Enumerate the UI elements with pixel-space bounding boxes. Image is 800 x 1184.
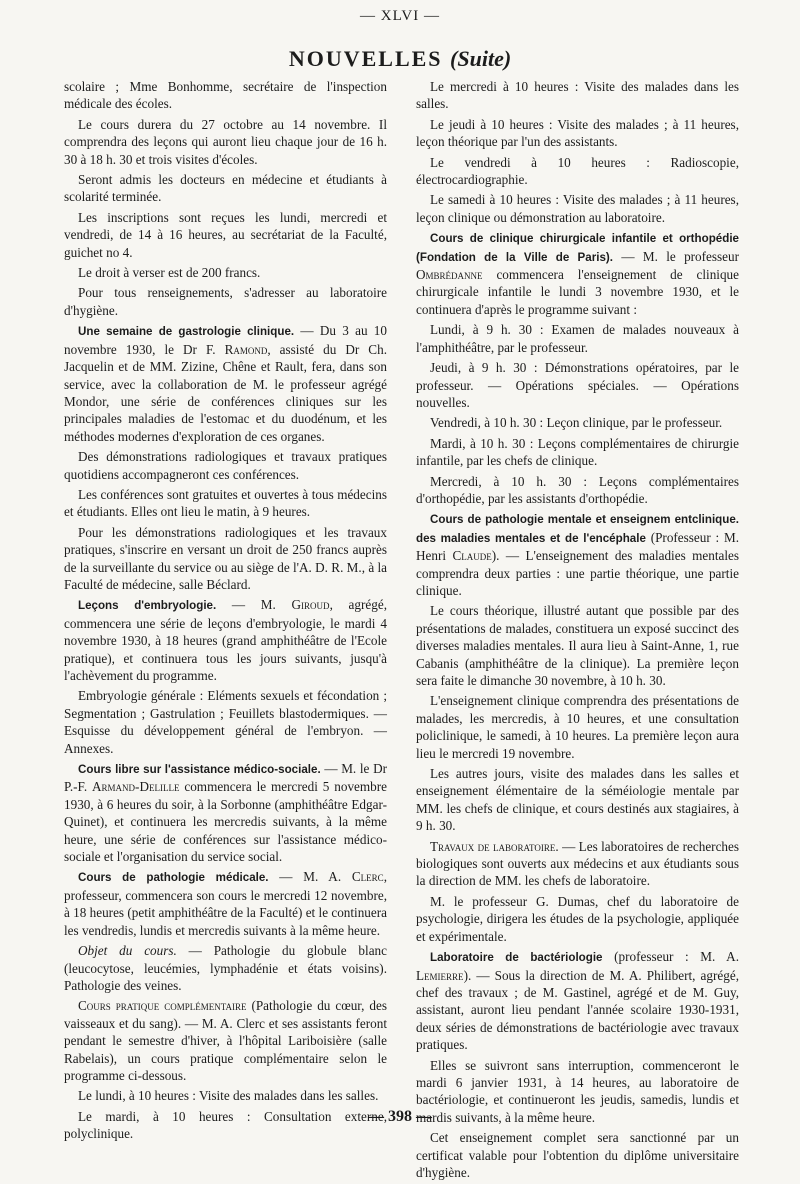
person-name: Armand-Delille (92, 779, 180, 795)
person-name: Clerc (351, 869, 384, 885)
person-name: Giroud (291, 597, 330, 613)
paragraph: Les inscriptions sont reçues les lundi, mercredi et vendredi, de 14 à 16 heures, au secrétariat de la Faculté, guichet no 4. (64, 209, 387, 260)
paragraph: Le cours durera du 27 octobre au 14 novembre. Il comprendra des leçons qui auront lieu chaque jour de 16 h. 30 à 18 h. 30 et trois visites d'écoles. (64, 116, 387, 167)
announcement-heading: Cours de pathologie mentale et enseignem entclinique. des maladies mentales et de l'encéphale (416, 513, 739, 545)
left-column (64, 78, 387, 1146)
paragraph: Le samedi à 10 heures : Visite des malades ; à 11 heures, leçon clinique ou démonstration au laboratoire. (416, 192, 739, 225)
announcement-heading: Une semaine de gastrologie clinique. (78, 325, 295, 339)
paragraph: Pour les démonstrations radiologiques et les travaux pratiques, s'inscrire en versant un droit de 250 francs auprès de la surveillante du service ou au siège de l'A. D. R. M., à la Faculté de médecine, salle Béclard. (64, 524, 387, 592)
practical-course-label: Cours pratique complémentaire (78, 998, 247, 1014)
announcement-embryologie: Leçons d'embryologie. — M. Giroud, agrégé, commencera une série de leçons d'embryologie, le mardi 4 novembre 1930, à 18 heures (grand amphithéâtre de l'Ecole pratique), et continuera tous les jours suivants, jusqu'à l'achèvement du programme. (64, 597, 387, 683)
paragraph: Des démonstrations radiologiques et travaux pratiques quotidiens accompagneront ces conférences. (64, 449, 387, 482)
laboratory-works: Travaux de laboratoire. — Les laboratoires de recherches biologiques sont ouverts aux médecins et aux étudiants sous la direction de MM. les chefs de laboratoire. (416, 838, 739, 889)
paragraph: Seront admis les docteurs en médecine et étudiants à scolarité terminée. (64, 172, 387, 205)
paragraph: Le mardi, à 10 heures : Consultation externe, polyclinique. (64, 1108, 387, 1142)
paragraph: Les autres jours, visite des malades dans les salles et enseignement élémentaire de la séméiologie mentale par MM. les chefs de clinique, et cours destinés aux stagiaires, à 9 h. 30. (416, 766, 739, 834)
announcement-heading: Leçons d'embryologie. (78, 599, 217, 613)
paragraph: Le cours théorique, illustré autant que possible par des présentations de malades, constituera un exposé succinct des diverses maladies mentales. Il aura lieu à Saint-Anne, 1, rue Cabanis (amphithéâtre de la clinique). La première leçon sera faite le dimanche 30 novembre, à 10 h. 30. (416, 603, 739, 688)
paragraph: Pour tous renseignements, s'adresser au laboratoire d'hygiène. (64, 285, 387, 318)
paragraph: Le jeudi à 10 heures : Visite des malades ; à 11 heures, leçon théorique par l'un des assistants. (416, 116, 739, 150)
announcement-heading: Cours de pathologie médicale. (78, 871, 269, 885)
paragraph: Le mercredi à 10 heures : Visite des malades dans les salles. (416, 79, 739, 112)
person-name: Claude (452, 548, 492, 564)
paragraph: Le droit à verser est de 200 francs. (78, 265, 261, 281)
course-object: Objet du cours. — Pathologie du globule blanc (leucocytose, leucémies, lymphadénie et états voisins). Pathologie des veines. (64, 943, 387, 993)
person-name: Ramond (224, 341, 268, 357)
paragraph: Mardi, à 10 h. 30 : Leçons complémentaires de chirurgie infantile, par les chefs de clinique. (416, 435, 739, 469)
announcement-heading: Cours de clinique chirurgicale infantile et orthopédie (Fondation de la Ville de Paris). (416, 232, 739, 264)
page-number: — 398 — (368, 1108, 432, 1125)
paragraph: Vendredi, à 10 h. 30 : Leçon clinique, par le professeur. (430, 415, 723, 431)
announcement-orthopedie: Cours de clinique chirurgicale infantile et orthopédie (Fondation de la Ville de Paris). — M. le professeur Ombrédanne commencera l'enseignement de clinique chirurgicale infantile le lundi 3 novembre 1930, et le continuera d'après le programme suivant : (416, 232, 740, 317)
paragraph: Les conférences sont gratuites et ouvertes à tous médecins et étudiants. Elles ont lieu le matin, à 9 heures. (64, 486, 387, 520)
course-object-label: Objet du cours. (78, 943, 177, 959)
paragraph: Elles se suivront sans interruption, commenceront le mardi 6 janvier 1931, à 14 heures, au laboratoire de bactériologie, et continueront les jeudis, samedis, lundis et mardis suivants, à la même heure. (416, 1057, 739, 1125)
paragraph: Le vendredi à 10 heures : Radioscopie, électrocardiographie. (416, 154, 739, 188)
announcement-pathologie-mentale: Cours de pathologie mentale et enseignem entclinique. des maladies mentales et de l'encéphale (Professeur : M. Henri Claude). — L'enseignement des maladies mentales comprendra deux parties : une partie théorique, une partie clinique. (416, 513, 740, 598)
paragraph: Cet enseignement complet sera sanctionné par un certificat valable pour l'obtention du diplôme universitaire d'hygiène. (416, 1130, 739, 1180)
announcement-gastrologie: Une semaine de gastrologie clinique. — Du 3 au 10 novembre 1930, le Dr F. Ramond, assisté du Dr Ch. Jacquelin et de MM. Zizine, Chêne et Rault, fera, dans son service, avec la collaboration de M. le professeur agrégé Mondor, une série de conférences cliniques sur les principales maladies de l'estomac et du duodénum, et les méthodes modernes d'exploration de ces organes. (64, 323, 387, 444)
practical-course: Cours pratique complémentaire (Pathologie du cœur, des vaisseaux et du sang). — M. A. Clerc et ses assistants feront pendant le semestre d'hiver, à l'hôpital Lariboisière (salle Rabelais), un cours pratique complémentaire selon le programme ci-dessous. (64, 998, 387, 1083)
announcement-assistance: Cours libre sur l'assistance médico-sociale. — M. le Dr P.-F. Armand-Delille commencera le mercredi 5 novembre 1930, à 6 heures du soir, à la Sorbonne (amphithéâtre Edgar-Quinet), et continuera les mercredis suivants, à la même heure, une série de conférences sur l'assistance médico-sociale et l'organisation du service social. (64, 761, 387, 865)
announcement-heading: Laboratoire de bactériologie (430, 951, 603, 965)
section-title-main: NOUVELLES (288, 46, 443, 71)
paragraph: scolaire ; Mme Bonhomme, secrétaire de l'inspection médicale des écoles. (64, 79, 387, 112)
paragraph: Jeudi, à 9 h. 30 : Démonstrations opératoires, par le professeur. — Opérations spéciales. — Opérations nouvelles. (416, 360, 739, 410)
announcement-heading: Cours libre sur l'assistance médico-sociale. (78, 763, 321, 777)
person-name: Ombrédanne (416, 267, 483, 283)
paragraph: Mercredi, à 10 h. 30 : Leçons complémentaires d'orthopédie, par les assistants d'orthopédie. (416, 473, 739, 506)
person-name: Lemierre (416, 967, 464, 983)
announcement-bacteriologie: Laboratoire de bactériologie (professeur : M. A. Lemierre). — Sous la direction de M. A. Philibert, agrégé, chef des travaux ; de M. Gastinel, agrégé et de M. Guy, assistant, auront lieu pendant l'année scolaire 1930-1931, deux séries de démonstrations de bactériologie avec travaux pratiques. (416, 949, 739, 1053)
section-title-suite: (Suite) (450, 46, 512, 71)
section-title (0, 46, 800, 72)
laboratory-works-label: Travaux de laboratoire. (430, 838, 559, 854)
paragraph: L'enseignement clinique comprendra des présentations de malades, les mercredis, à 10 heures, et une consultation policlinique, le samedi, à 10 heures. La première leçon aura lieu le mercredi 19 novembre. (416, 693, 739, 761)
announcement-pathologie: Cours de pathologie médicale. — M. A. Clerc, professeur, commencera son cours le mercredi 12 novembre, à 18 heures (petit amphithéâtre de la Faculté) et le continuera les vendredis, lundis et mercredis suivants à la même heure. (64, 869, 387, 938)
running-head: — XLVI — (360, 8, 440, 24)
paragraph: Le lundi, à 10 heures : Visite des malades dans les salles. (78, 1088, 379, 1104)
right-column (416, 78, 739, 1184)
paragraph: Embryologie générale : Eléments sexuels et fécondation ; Segmentation ; Gastrulation ; Feuillets blastodermiques. — Esquisse du développement général de l'embryon. — Annexes. (64, 688, 387, 756)
paragraph: M. le professeur G. Dumas, chef du laboratoire de psychologie, dirigera les études de la psychologie, appliquée et expérimentale. (416, 893, 739, 944)
paragraph: Lundi, à 9 h. 30 : Examen de malades nouveaux à l'amphithéâtre, par le professeur. (416, 322, 739, 355)
